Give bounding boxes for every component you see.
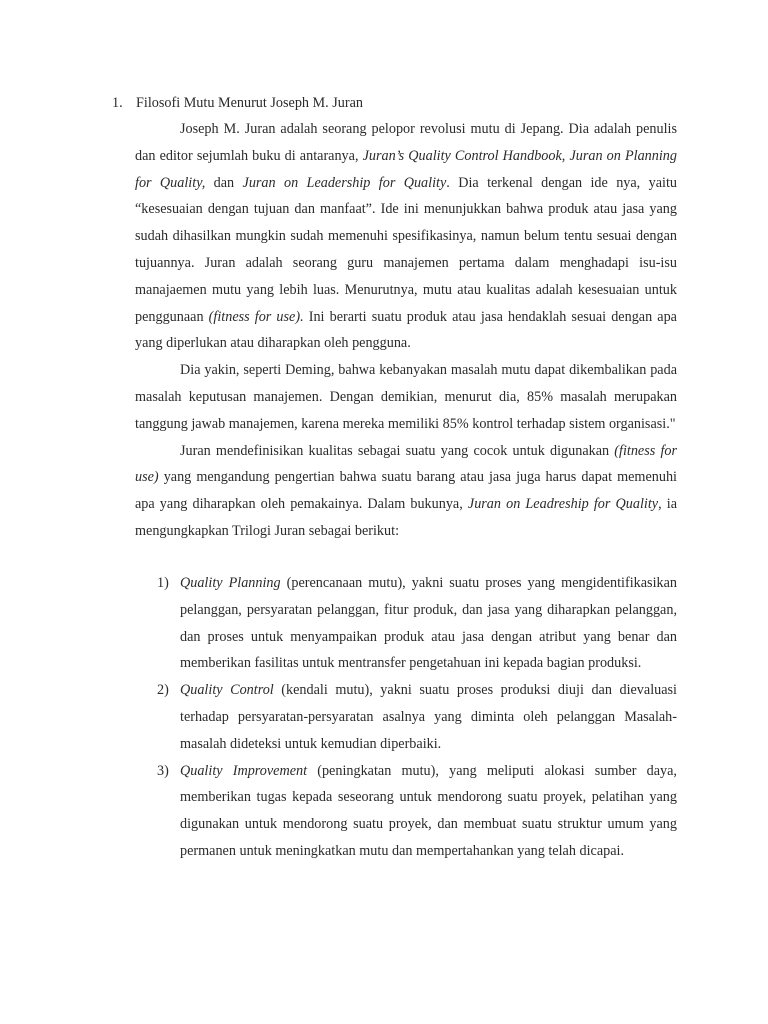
list-marker: 2)	[157, 682, 169, 699]
paragraph-trilogy-intro: Juran mendefinisikan kualitas sebagai suatu yang cocok untuk digunakan (fitness for use) yang mengandung pengertian bahwa suatu barang atau jasa juga harus dapat memenuhi apa yang diharapkan oleh pemakainya. Dalam bukunya, Juran on Leadreship for Quality, ia mengungkapkan Trilogi Juran sebagai berikut:	[135, 442, 678, 539]
body-text	[135, 116, 677, 545]
section-title: Filosofi Mutu Menurut Joseph M. Juran	[136, 95, 363, 111]
list-item-quality-control: 2) Quality Control (kendali mutu), yakni suatu proses produksi diuji dan dievaluasi terhadap persyaratan-persyaratan asalnya yang diminta oleh pelanggan Masalah-masalah dideteksi untuk kemudian diperbaiki.	[135, 677, 677, 757]
trilogy-list	[135, 570, 677, 865]
section-heading	[112, 93, 363, 113]
paragraph-deming: Dia yakin, seperti Deming, bahwa kebanyakan masalah mutu dapat dikembalikan pada masalah keputusan manajemen. Dengan demikian, menurut dia, 85% masalah merupakan tanggung jawab manajemen, karena mereka memiliki 85% kontrol terhadap sistem organisasi."	[135, 362, 677, 432]
list-item-quality-improvement: 3) Quality Improvement (peningkatan mutu), yang meliputi alokasi sumber daya, memberikan tugas kepada seseorang untuk mendorong suatu proyek, pelatihan yang digunakan untuk mendorong suatu proyek, dan membuat suatu struktur umum yang permanen untuk meningkatkan mutu dan mempertahankan yang telah dicapai.	[135, 758, 677, 865]
list-marker: 1)	[157, 575, 169, 591]
list-marker: 3)	[157, 762, 169, 779]
paragraph-juran-intro: Joseph M. Juran adalah seorang pelopor revolusi mutu di Jepang. Dia adalah penulis dan editor sejumlah buku di antaranya, Juran’s Quality Control Handbook, Juran on Planning for Quality, dan Juran on Leadership for Quality. Dia terkenal dengan ide nya, yaitu “kesesuaian dengan tujuan dan manfaat”. Ide ini menunjukkan bahwa produk atau jasa yang sudah dihasilkan mungkin sudah memenuhi spesifikasinya, namun belum tentu sesuai dengan tujuannya. Juran adalah seorang guru manajemen pertama dalam menghadapi isu-isu manajaemen mutu yang lebih luas. Menurutnya, mutu atau kualitas adalah kesesuaian untuk penggunaan (fitness for use). Ini berarti suatu produk atau jasa hendaklah sesuai dengan apa yang diperlukan atau diharapkan oleh pengguna.	[135, 121, 677, 352]
list-item-quality-planning: 1) Quality Planning (perencanaan mutu), yakni suatu proses yang mengidentifikasikan pelanggan, persyaratan pelanggan, fitur produk, dan jasa yang diharapkan pelanggan, dan proses untuk menyampaikan produk atau jasa dengan atribut yang benar dan memberikan fasilitas untuk mentransfer pengetahuan ini kepada bagian produksi.	[135, 570, 677, 677]
section-number: 1.	[112, 95, 123, 111]
